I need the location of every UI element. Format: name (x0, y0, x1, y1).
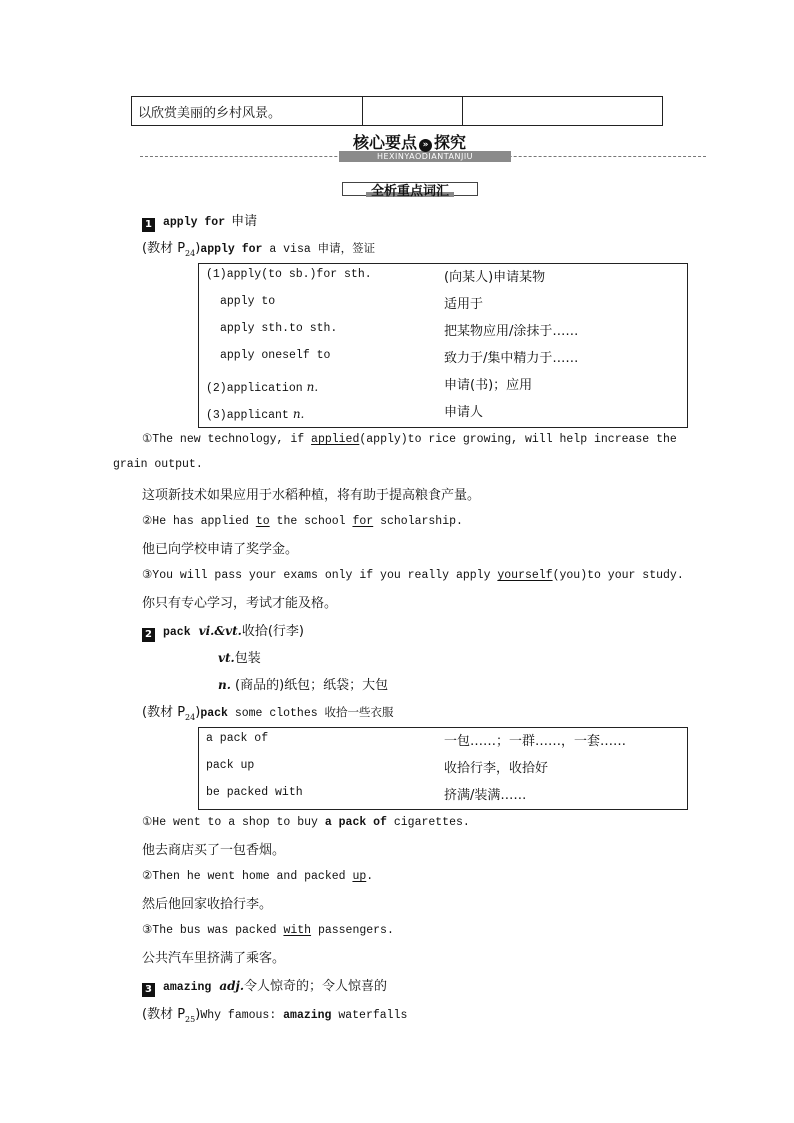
sense-cn: 包装 (234, 651, 261, 666)
item2-example-3 (142, 922, 394, 937)
textbook-page: 25 (185, 1015, 196, 1025)
textbook-prefix: (教材 P (142, 241, 186, 256)
textbook-rest: a visa 申请，签证 (262, 243, 376, 256)
phrase-cn: 收拾行李，收拾好 (444, 761, 549, 776)
item1-example-3-cn: 你只有专心学习，考试才能及格。 (142, 596, 338, 611)
phrase-cn: 申请人 (444, 405, 484, 420)
item2-head-cn: 收拾(行李) (241, 624, 305, 639)
item1-heading (142, 210, 257, 232)
phrase-cn: 挤满/装满…… (444, 788, 527, 803)
item2-sense-2 (218, 647, 261, 666)
item1-example-1-cont: grain output. (113, 458, 203, 471)
item3-heading (142, 975, 387, 997)
item-number-badge: 1 (142, 218, 155, 232)
example-answer: for (352, 515, 374, 528)
phrase-en-text: (2)application (206, 382, 303, 395)
part-of-speech: n. (218, 678, 231, 692)
item2-example-1-cn: 他去商店买了一包香烟。 (142, 843, 286, 858)
part-of-speech: vi.&vt. (198, 624, 242, 638)
phrase-en (206, 376, 318, 395)
phrase-cn: 适用于 (444, 297, 484, 312)
phrase-en: pack up (206, 759, 255, 772)
top-table (131, 96, 663, 126)
phrase-en: apply oneself to (220, 349, 331, 362)
example-text: ②He has applied (142, 515, 256, 528)
example-text: scholarship. (373, 515, 463, 528)
textbook-bold: apply for (200, 243, 263, 256)
example-text: ①The new technology, if (142, 433, 312, 446)
item1-example-2 (142, 513, 463, 528)
example-text: passengers. (311, 924, 394, 937)
example-answer: up (352, 870, 367, 883)
sense-cn: (商品的)纸包；纸袋；大包 (230, 678, 389, 693)
example-text: ③The bus was packed (142, 924, 284, 937)
phrase-en (206, 403, 304, 422)
textbook-bold: pack (200, 707, 228, 720)
item-number-badge: 2 (142, 628, 155, 642)
example-text: . (366, 870, 374, 883)
textbook-close: ) (195, 1007, 201, 1022)
textbook-close: ) (195, 705, 201, 720)
example-text: cigarettes. (386, 816, 470, 829)
top-table-divider-2 (462, 97, 463, 125)
phrase-en: a pack of (206, 732, 269, 745)
item2-heading (142, 620, 304, 642)
textbook-page: 24 (185, 713, 196, 723)
example-text: (apply)to rice growing, will help increase the (359, 433, 677, 446)
top-table-cell-1: 以欣赏美丽的乡村风景。 (138, 106, 282, 121)
item3-head-word: amazing (163, 981, 212, 994)
phrase-cn: 一包……；一群……，一套…… (444, 734, 627, 749)
item2-example-1 (142, 814, 470, 829)
item2-example-2 (142, 868, 373, 883)
item2-sense-3 (218, 674, 388, 693)
example-answer: yourself (497, 569, 553, 582)
item1-head-word: apply for (163, 216, 226, 229)
phrase-en-text: (3)applicant (206, 409, 289, 422)
item3-head-cn: 令人惊奇的；令人惊喜的 (244, 979, 388, 994)
phrase-en: be packed with (206, 786, 303, 799)
textbook-page: 24 (185, 249, 196, 259)
item2-example-3-cn: 公共汽车里挤满了乘客。 (142, 951, 286, 966)
example-answer: a pack of (324, 816, 387, 829)
top-table-divider-1 (362, 97, 363, 125)
example-text: ①He went to a shop to buy (142, 816, 325, 829)
textbook-rest: some clothes 收拾一些衣服 (227, 707, 394, 720)
item1-example-1-cn: 这项新技术如果应用于水稻种植，将有助于提高粮食产量。 (142, 488, 481, 503)
phrase-cn: 申请(书)；应用 (444, 378, 533, 393)
item-number-badge: 3 (142, 983, 155, 997)
section-header (140, 128, 706, 168)
example-text: ②Then he went home and packed (142, 870, 353, 883)
item2-phrase-table (198, 727, 688, 810)
phrase-en: apply sth.to sth. (220, 322, 338, 335)
section-title (353, 130, 466, 153)
item1-example-2-cn: 他已向学校申请了奖学金。 (142, 542, 299, 557)
section-title-b: 探究 (434, 133, 467, 152)
part-of-speech: n. (306, 380, 319, 394)
item2-head-word: pack (163, 626, 191, 639)
textbook-prefix: (教材 P (142, 1007, 186, 1022)
phrase-cn: 致力于/集中精力于…… (444, 351, 579, 366)
part-of-speech: vt. (218, 651, 235, 665)
subheader-text: 全析重点词汇 (370, 184, 449, 199)
textbook-text: waterfalls (331, 1009, 408, 1022)
example-answer: applied (311, 433, 360, 446)
example-text: ③You will pass your exams only if you really apply (142, 569, 498, 582)
textbook-prefix: (教材 P (142, 705, 186, 720)
example-text: (you)to your study. (552, 569, 684, 582)
textbook-close: ) (195, 241, 201, 256)
phrase-cn: (向某人)申请某物 (444, 270, 546, 285)
item2-textbook-ref (142, 701, 394, 722)
phrase-cn: 把某物应用/涂抹于…… (444, 324, 579, 339)
example-text: the school (269, 515, 353, 528)
example-answer: to (255, 515, 270, 528)
subheader (340, 180, 480, 198)
item1-phrase-table (198, 263, 688, 428)
item1-example-3 (142, 567, 684, 582)
double-chevron-icon: » (419, 139, 432, 152)
item1-textbook-ref (142, 237, 375, 258)
section-pinyin: HEXINYAODIANTANJIU (376, 152, 474, 161)
phrase-en: (1)apply(to sb.)for sth. (206, 268, 372, 281)
part-of-speech: n. (292, 407, 305, 421)
item2-example-2-cn: 然后他回家收拾行李。 (142, 897, 273, 912)
item1-example-1 (142, 431, 677, 446)
example-answer: with (283, 924, 312, 937)
item3-textbook-ref (142, 1003, 407, 1024)
part-of-speech: adj. (219, 979, 244, 993)
textbook-text: Why famous: (200, 1009, 284, 1022)
phrase-en: apply to (220, 295, 276, 308)
section-title-a: 核心要点 (353, 133, 418, 152)
textbook-bold: amazing (283, 1009, 332, 1022)
item1-head-cn: 申请 (231, 214, 258, 229)
